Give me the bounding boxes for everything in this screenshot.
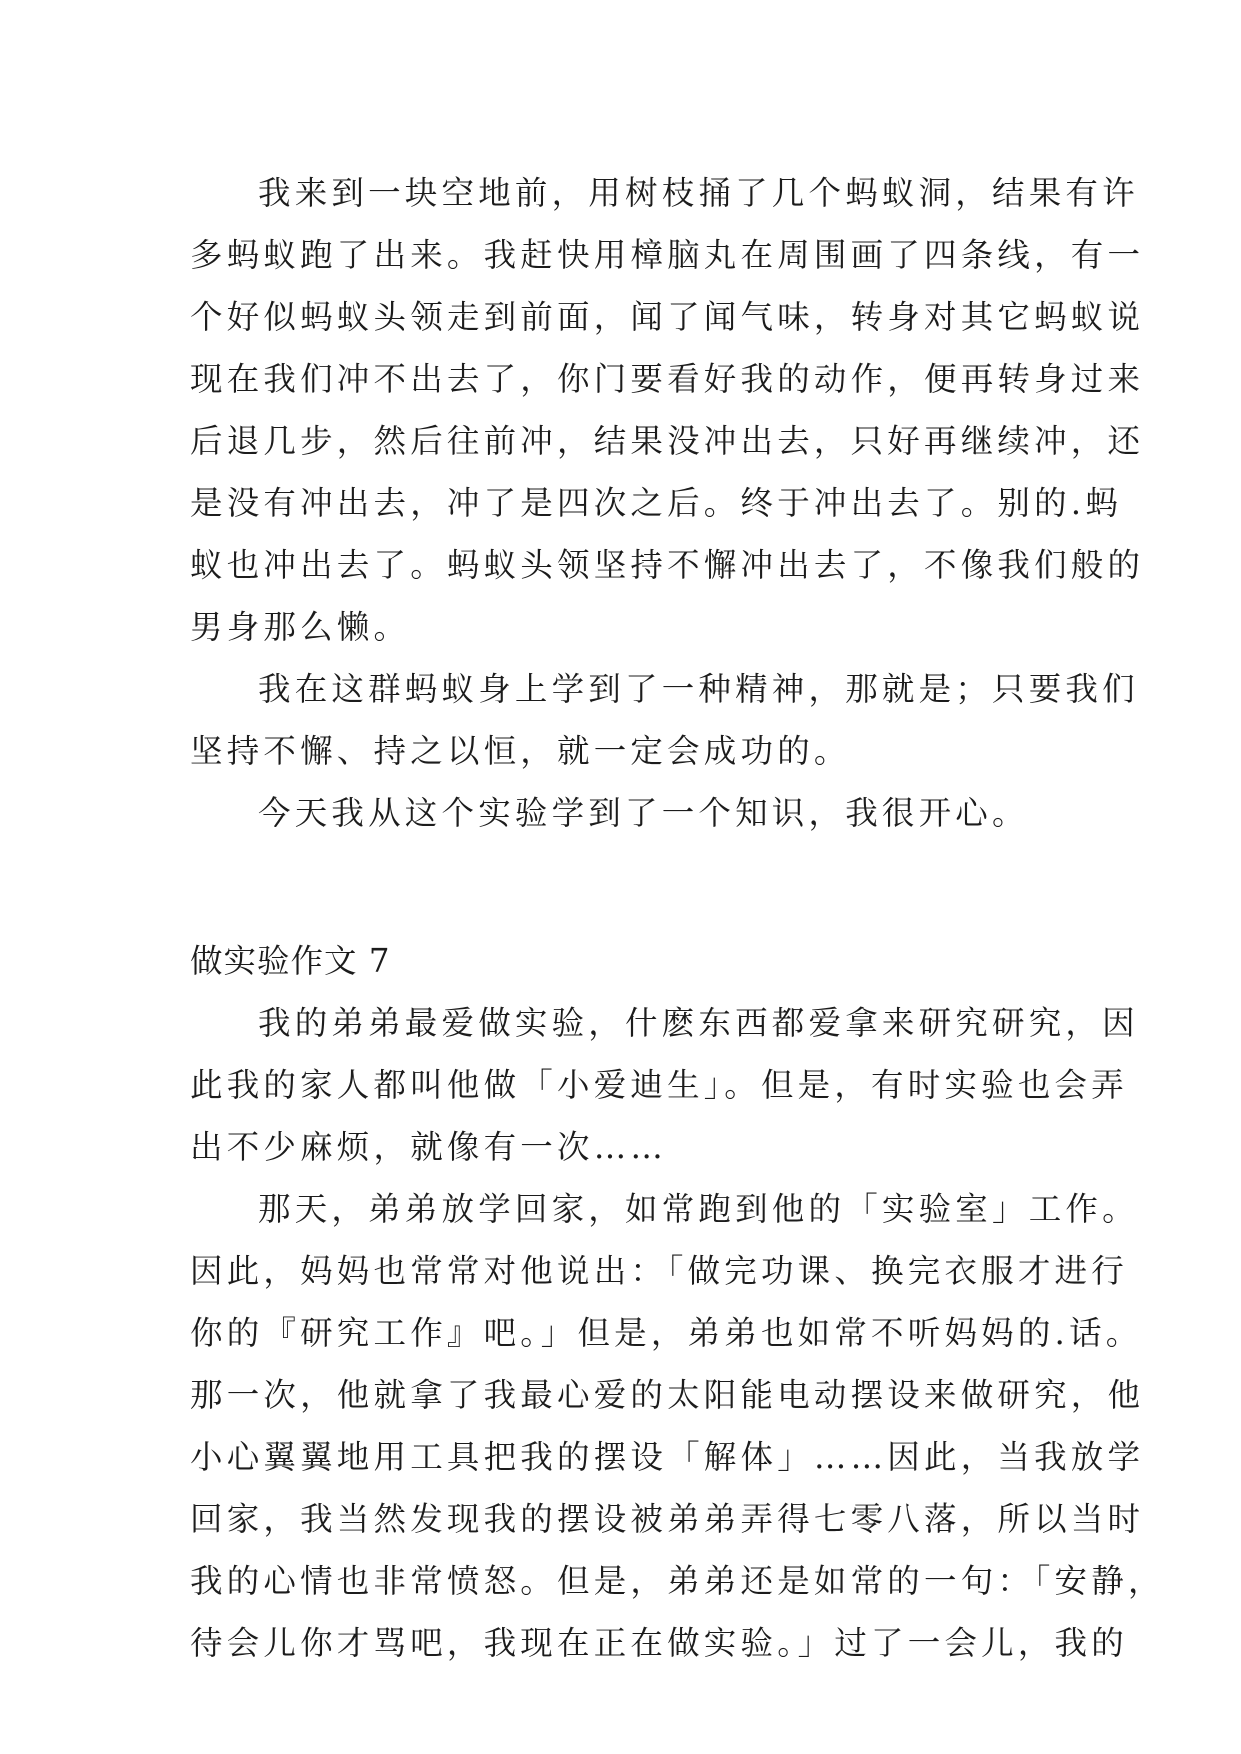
text-line: 此我的家人都叫他做「小爱迪生」。但是，有时实验也会弄 (190, 1066, 1128, 1104)
text-line: 我在这群蚂蚁身上学到了一种精神，那就是；只要我们 (258, 670, 1139, 708)
paragraph (190, 992, 1139, 1178)
text-line: 坚持不懈、持之以恒，就一定会成功的。 (190, 732, 851, 770)
paragraph (190, 658, 1139, 782)
blank-line (190, 844, 1090, 906)
text-line: 男身那么懒。 (190, 608, 411, 646)
text-line: 是没有冲出去，冲了是四次之后。终于冲出去了。别的.蚂 (190, 484, 1123, 522)
text-line: 我的弟弟最爱做实验，什麽东西都爱拿来研究研究，因 (258, 1004, 1139, 1042)
text-line: 小心翼翼地用工具把我的摆设「解体」……因此，当我放学 (190, 1438, 1145, 1476)
text-line: 后退几步，然后往前冲，结果没冲出去，只好再继续冲，还 (190, 422, 1145, 460)
essay-body (190, 162, 1165, 1674)
text-line: 因此，妈妈也常常对他说出：「做完功课、换完衣服才进行 (190, 1252, 1128, 1290)
text-line: 我来到一块空地前，用树枝捅了几个蚂蚁洞，结果有许 (258, 174, 1139, 212)
section-heading: 做实验作文 7 (190, 942, 391, 980)
paragraph (190, 1178, 1165, 1674)
paragraph (190, 782, 1090, 844)
text-line: 你的『研究工作』吧。」但是，弟弟也如常不听妈妈的.话。 (190, 1314, 1143, 1352)
text-line: 今天我从这个实验学到了一个知识，我很开心。 (258, 794, 1029, 832)
paragraph (190, 162, 1145, 658)
text-line: 那天，弟弟放学回家，如常跑到他的「实验室」工作。 (258, 1190, 1139, 1228)
text-line: 我的心情也非常愤怒。但是，弟弟还是如常的一句：「安静， (190, 1562, 1165, 1600)
text-line: 那一次，他就拿了我最心爱的太阳能电动摆设来做研究，他 (190, 1376, 1145, 1414)
text-line: 个好似蚂蚁头领走到前面，闻了闻气味，转身对其它蚂蚁说 (190, 298, 1145, 336)
text-line: 待会儿你才骂吧，我现在正在做实验。」过了一会儿，我的 (190, 1624, 1128, 1662)
text-line: 多蚂蚁跑了出来。我赶快用樟脑丸在周围画了四条线，有一 (190, 236, 1145, 274)
text-line: 出不少麻烦，就像有一次…… (190, 1128, 668, 1166)
text-line: 回家，我当然发现我的摆设被弟弟弄得七零八落，所以当时 (190, 1500, 1145, 1538)
text-line: 现在我们冲不出去了，你门要看好我的动作，便再转身过来 (190, 360, 1145, 398)
text-line: 蚁也冲出去了。蚂蚁头领坚持不懈冲出去了，不像我们般的 (190, 546, 1145, 584)
